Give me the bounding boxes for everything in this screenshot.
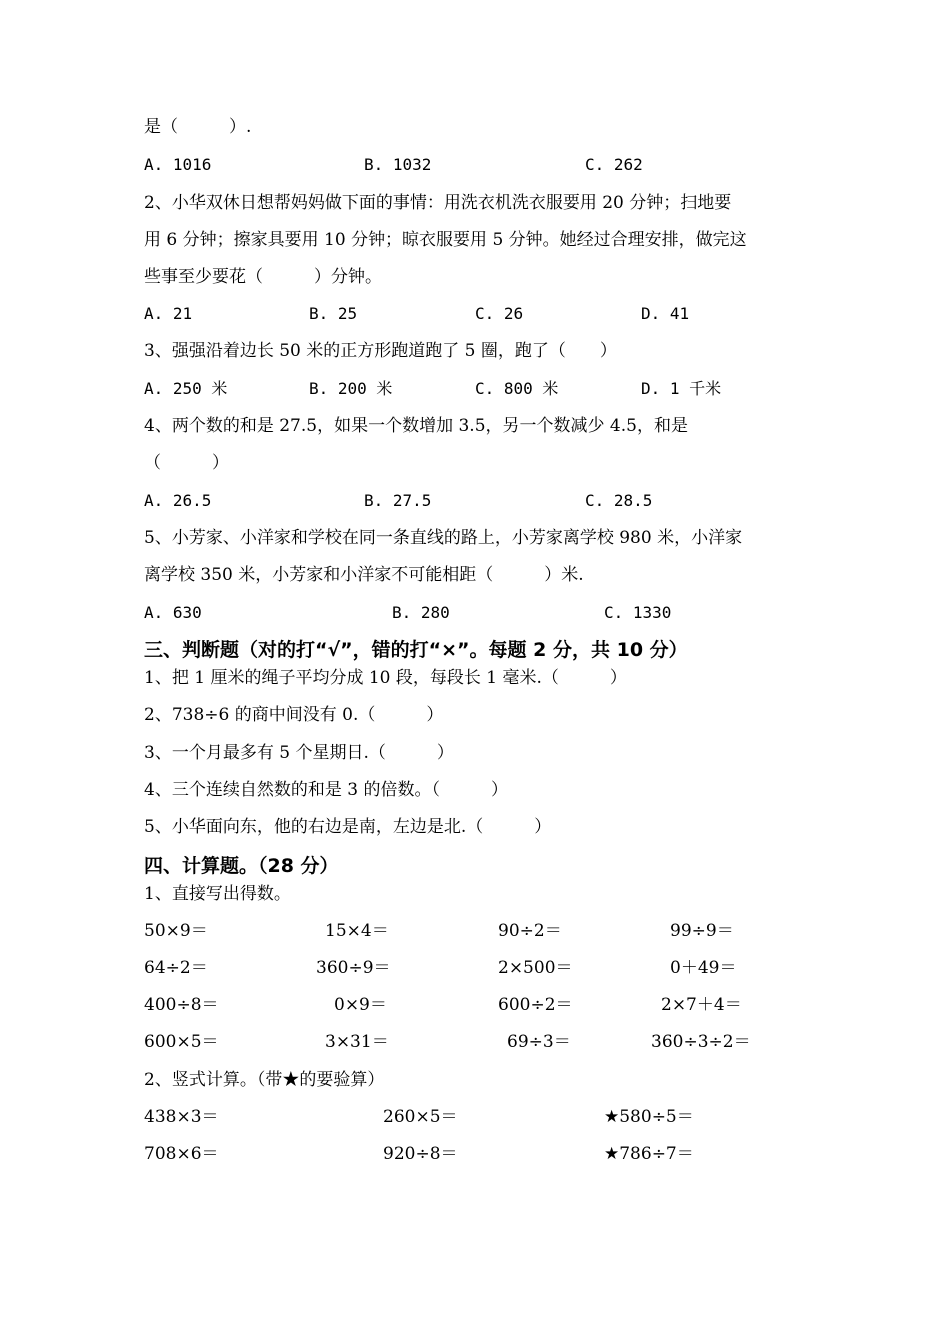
- q4-option-c: C. 28.5: [585, 491, 653, 510]
- choice-q2-line-3: 些事至少要花（ ）分钟。: [144, 267, 382, 287]
- vertical-item: ★580÷5＝: [604, 1107, 694, 1127]
- q1-option-c: C. 262: [585, 155, 643, 174]
- vertical-item: 708×6＝: [144, 1144, 219, 1164]
- judge-item-2: 2、738÷6 的商中间没有 0.（ ）: [144, 705, 444, 725]
- q3-option-a: A. 250 米: [144, 379, 228, 398]
- q2-option-d: D. 41: [641, 304, 690, 323]
- choice-q4-line-1: 4、两个数的和是 27.5，如果一个数增加 3.5，另一个数减少 4.5，和是: [144, 416, 688, 436]
- q2-option-c: C. 26: [475, 304, 524, 323]
- q5-option-b: B. 280: [392, 603, 450, 622]
- judge-item-5: 5、小华面向东，他的右边是南，左边是北.（ ）: [144, 817, 552, 837]
- oral-item: 69÷3＝: [507, 1032, 571, 1052]
- vertical-item: 260×5＝: [383, 1107, 458, 1127]
- oral-item: 600×5＝: [144, 1032, 219, 1052]
- oral-item: 600÷2＝: [498, 995, 573, 1015]
- q5-option-a: A. 630: [144, 603, 202, 622]
- oral-item: 400÷8＝: [144, 995, 219, 1015]
- choice-q5-line-1: 5、小芳家、小洋家和学校在同一条直线的路上，小芳家离学校 980 米，小洋家: [144, 528, 743, 548]
- oral-item: 15×4＝: [325, 921, 389, 941]
- q4-option-b: B. 27.5: [364, 491, 432, 510]
- oral-item: 50×9＝: [144, 921, 208, 941]
- calc-sub1: 1、直接写出得数。: [144, 884, 291, 904]
- oral-item: 64÷2＝: [144, 958, 208, 978]
- oral-item: 3×31＝: [325, 1032, 389, 1052]
- oral-item: 360÷9＝: [316, 958, 391, 978]
- calc-sub2: 2、竖式计算。（带★的要验算）: [144, 1070, 385, 1090]
- q1-option-a: A. 1016: [144, 155, 212, 174]
- oral-item: 99÷9＝: [670, 921, 734, 941]
- choice-q4-line-2: （ ）: [144, 453, 229, 473]
- vertical-item: 920÷8＝: [383, 1144, 458, 1164]
- q3-option-d: D. 1 千米: [641, 379, 722, 398]
- calc-heading: 四、计算题。（28 分）: [144, 855, 339, 877]
- q3-option-b: B. 200 米: [309, 379, 393, 398]
- choice-q2-line-1: 2、小华双休日想帮妈妈做下面的事情：用洗衣机洗衣服要用 20 分钟；扫地要: [144, 193, 732, 213]
- q2-option-a: A. 21: [144, 304, 193, 323]
- judge-item-4: 4、三个连续自然数的和是 3 的倍数。（ ）: [144, 780, 508, 800]
- choice-q2-line-2: 用 6 分钟；擦家具要用 10 分钟；晾衣服要用 5 分钟。她经过合理安排，做完这: [144, 230, 747, 250]
- choice-q5-line-2: 离学校 350 米，小芳家和小洋家不可能相距（ ）米.: [144, 565, 584, 585]
- choice-q1-tail: 是（ ）.: [144, 117, 252, 137]
- q5-option-c: C. 1330: [604, 603, 672, 622]
- oral-item: 2×7＋4＝: [661, 995, 742, 1015]
- judge-heading: 三、判断题（对的打“√”，错的打“×”。每题 2 分，共 10 分）: [144, 639, 688, 661]
- oral-item: 0＋49＝: [670, 958, 737, 978]
- oral-item: 2×500＝: [498, 958, 573, 978]
- oral-item: 90÷2＝: [498, 921, 562, 941]
- q2-option-b: B. 25: [309, 304, 358, 323]
- choice-q3: 3、强强沿着边长 50 米的正方形跑道跑了 5 圈，跑了（ ）: [144, 341, 617, 361]
- judge-item-3: 3、一个月最多有 5 个星期日.（ ）: [144, 743, 454, 763]
- vertical-item: ★786÷7＝: [604, 1144, 694, 1164]
- oral-item: 0×9＝: [334, 995, 387, 1015]
- q3-option-c: C. 800 米: [475, 379, 559, 398]
- oral-item: 360÷3÷2＝: [651, 1032, 751, 1052]
- vertical-item: 438×3＝: [144, 1107, 219, 1127]
- q4-option-a: A. 26.5: [144, 491, 212, 510]
- q1-option-b: B. 1032: [364, 155, 432, 174]
- judge-item-1: 1、把 1 厘米的绳子平均分成 10 段，每段长 1 毫米.（ ）: [144, 668, 627, 688]
